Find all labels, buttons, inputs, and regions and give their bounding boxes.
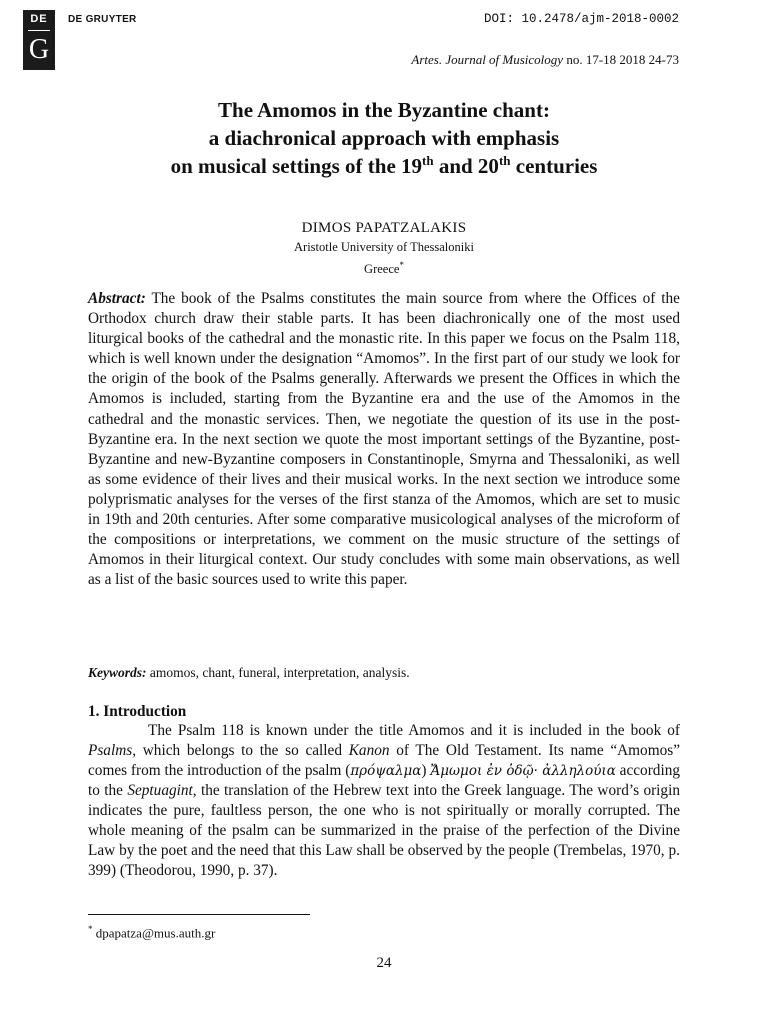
footnote-divider [88,914,310,915]
abstract-label: Abstract: [88,290,146,307]
greek-phrase: Ἄμωμοι ἐν ὁδῷ· ἀλληλούια [430,763,616,779]
emphasis-kanon: Kanon [348,742,390,759]
footnote-marker: * [399,260,404,270]
title-line-3: on musical settings of the 19th and 20th centuries [170,153,598,178]
abstract-text: The book of the Psalms constitutes the main source from where the Offices of the Orthodox church draw their stable parts. It has been diachronically one of the most used liturgical books of the cathedral and the monastic rite. In this paper we focus on the Psalm 118, which is well known under the designation “Amomos”. In the first part of our study we look for the origin of the book of the Psalms generally. Afterwards we present the Offices in which the Amomos is included, starting from the Byzantine era and the use of the Amomos in the cathedral and the monastic services. Then, we negotiate the question of its use in the post-Byzantine era. In the next section we quote the most important settings of the Byzantine, post-Byzantine and new-Byzantine composers in Constantinople, Smyrna and Thessaloniki, as well as some evidence of their lives and their musical works. In the next section we introduce some polyprismatic analyses for the verses of the first stanza of the Amomos, which are set to music in 19th and 20th centuries. After some comparative musicological analyses of the microform of the compositions or interpretations, we comment on the music structure of the settings of Amomos in their liturgical context. Our study concludes with some main observations, as well as a list of the basic sources used to write this paper. [88,290,680,589]
greek-prooimion: πρόψαλμα [350,763,422,779]
title-line-2: a diachronical approach with emphasis [208,126,560,150]
publisher-name: DE GRUYTER [68,14,137,25]
footnote: * dpapatza@mus.auth.gr [88,924,216,941]
emphasis-psalms: Psalms [88,742,133,759]
university: Aristotle University of Thessaloniki [294,240,474,254]
keywords [88,665,680,681]
author-affiliation [88,238,680,278]
logo-divider [28,30,50,31]
publisher-logo [23,10,55,70]
emphasis-septuagint: Septuagint, [127,782,197,799]
journal-issue: no. 17-18 2018 24-73 [566,52,679,67]
footnote-email: dpapatza@mus.auth.gr [92,925,216,941]
country: Greece* [364,260,404,277]
introduction-paragraph: The Psalm 118 is known under the title Amomos and it is included in the book of Psalms, which belongs to the so called Kanon of The Old Testament. Its name “Amomos” comes from the introduction of the psalm (πρόψαλμα) Ἄμωμοι ἐν ὁδῷ· ἀλληλούια according to the Septuagint, the translation of the Hebrew text into the Greek language. The word’s origin indicates the pure, faultless person, the one who is not spiritually or morally corrupted. The whole meaning of the psalm can be summarized in the praise of the perfection of the Divine Law by the poet and the need that this Law shall be observed by the people (Trembelas, 1970, p. 399) (Theodorou, 1990, p. 37). [88,722,680,879]
title-line-1: The Amomos in the Byzantine chant: [218,98,550,122]
keywords-label: Keywords: [88,665,147,680]
abstract [88,289,680,590]
keywords-text: amomos, chant, funeral, interpretation, analysis. [149,665,410,680]
journal-name: Artes. Journal of Musicology [411,52,564,67]
paper-title [88,96,680,180]
journal-citation [411,52,679,68]
logo-g-text: G [28,34,50,65]
logo-de-text: DE [30,13,48,25]
doi: DOI: 10.2478/ajm-2018-0002 [483,12,679,26]
page-number: 24 [376,955,392,971]
author-name: DIMOS PAPATZALAKIS [301,220,467,236]
section-heading: 1. Introduction [88,703,187,720]
